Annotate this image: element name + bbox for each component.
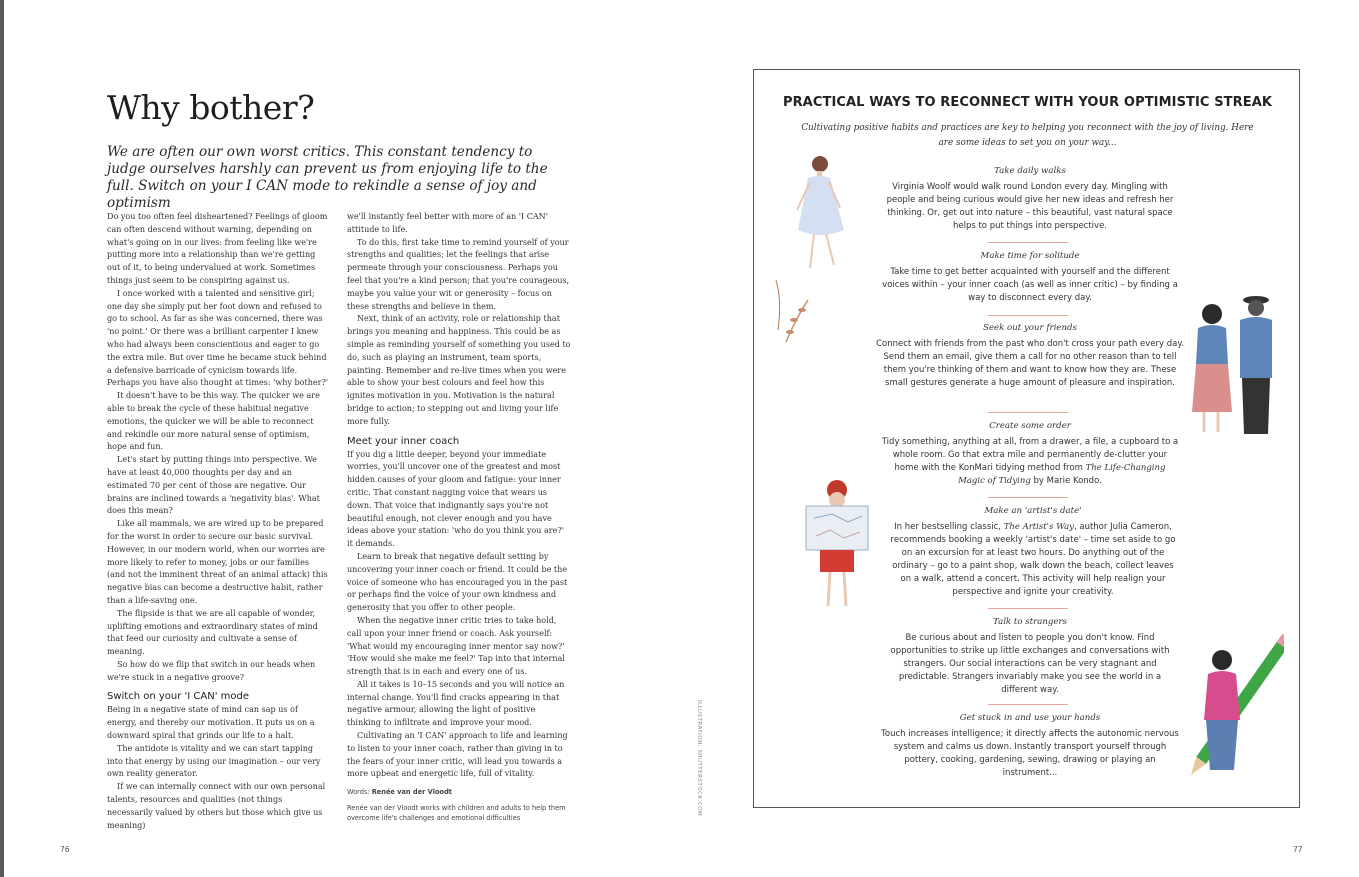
box-title: PRACTICAL WAYS TO RECONNECT WITH YOUR OPTIMISTIC STREAK (782, 95, 1273, 110)
tip-item (888, 505, 1178, 599)
tip-item (880, 420, 1180, 488)
tip-item (880, 250, 1180, 305)
book-title: The Life-Changing Magic of Tidying (958, 463, 1166, 486)
author-credit (347, 787, 571, 797)
article-standfirst: We are often our own worst critics. This constant tendency to judge ourselves harshly can prevent us from enjoying life to the full. Switch on your I CAN mode to rekindle a sense of joy and optimism (107, 144, 548, 211)
box-intro: Cultivating positive habits and practices are key to helping you reconnect with the joy of living. Here are some ideas to set you on your way... (801, 123, 1254, 148)
map-reader-illustration (802, 478, 872, 618)
pencil-girl-illustration (1174, 620, 1284, 800)
magazine-spread (4, 0, 1359, 877)
words-label: Words: (347, 788, 372, 797)
paragraph: we'll instantly feel better with more of an 'I CAN' attitude to life. (347, 212, 548, 234)
paragraph: Being in a negative state of mind can sap us of energy, and thereby our motivation. It puts us on a downward spiral that grinds our life to a halt. (107, 705, 315, 741)
section-heading-coach: Meet your inner coach (347, 435, 460, 447)
paragraph: Like all mammals, we are wired up to be prepared for the worst in order to secure our basic survival. However, in our modern world, when our worries are more likely to refer to money, jobs or our families (and not the imminent threat of an animal attack) this negative bias can become a destructive habit, rather than a life-saving one. (107, 519, 328, 605)
paragraph: Let's start by putting things into perspective. We have at least 40,000 thoughts per day and an estimated 70 per cent of those are negative. Our brains are inclined towards a 'negativity bias'. What does this mean? (107, 455, 320, 516)
tip-heading: Make time for solitude (980, 251, 1080, 261)
tip-body: Touch increases intelligence; it directly affects the autonomic nervous system and calms us down. Instantly transport yourself through pottery, cooking, gardening, sewing, drawing or playing an instrument... (881, 729, 1179, 778)
tips-box (753, 69, 1300, 808)
paragraph: When the negative inner critic tries to take hold, call upon your inner friend or coach. Ask yourself: 'What would my encouraging inner mentor say now?' 'How would she make me feel?' Tap into that internal strength that is in each and every one of us. (347, 615, 565, 677)
divider (988, 242, 1068, 243)
tip-body: In her bestselling classic, The Artist's Way, author Julia Cameron, recommends booking a weekly 'artist's date' – time set aside to go on an excursion for at least two hours. Do anything out of the ordinary – go to a paint shop, walk down the beach, collect leaves on a walk, attend a concert. This activity will help realign your perspective and ignite your creativity. (890, 522, 1176, 597)
tip-heading: Talk to strangers (993, 617, 1067, 627)
article-column-2 (347, 211, 571, 823)
author-name: Renée van der Vloodt (371, 788, 452, 797)
page-number-right: 77 (1293, 845, 1303, 854)
tip-item (880, 712, 1180, 780)
tip-heading: Get stuck in and use your hands (959, 713, 1101, 723)
tip-item (872, 322, 1188, 390)
tip-body: Tidy something, anything at all, from a drawer, a file, a cupboard to a whole room. Go that extra mile and permanently de-clutter your home with the KonMari tidying method from The Life-Changing Magic of Tidying by Marie Kondo. (881, 437, 1179, 486)
tip-body: Take time to get better acquainted with yourself and the different voices within – your inner coach (as well as inner critic) – by finding a way to disconnect every day. (882, 267, 1178, 303)
author-bio: Renée van der Vloodt works with children and adults to help them overcome life's challenges and emotional difficulties (347, 804, 566, 822)
paragraph: I once worked with a talented and sensitive girl; one day she simply put her foot down and refused to go to school. As far as she was concerned, there was 'no point.' Or there was a brilliant carpenter I knew who had always been conscientious and eager to go the extra mile. But over time he became stuck behind a defensive barricade of cynicism towards life. Perhaps you have also thought at times: 'why bother?' (107, 288, 329, 388)
walking-woman-illustration (772, 150, 862, 350)
book-title: The Artist's Way (1003, 522, 1074, 532)
paragraph: All it takes is 10–15 seconds and you will notice an internal change. You'll find cracks appearing in that negative armour, allowing the light of positive thinking to infiltrate and improve your mood. (347, 679, 565, 728)
illustration-credit: ILLUSTRATION: SHUTTERSTOCK.COM (696, 700, 702, 817)
friends-illustration (1186, 294, 1286, 444)
divider (988, 315, 1068, 316)
paragraph: If we can internally connect with our own personal talents, resources and qualities (not things necessarily valued by others but those which give us meaning) (107, 782, 326, 830)
tip-heading: Make an 'artist's date' (984, 506, 1082, 516)
tip-heading: Create some order (989, 421, 1071, 431)
paragraph: The antidote is vitality and we can start tapping into that energy by using our imagination – our very own reality generator. (107, 743, 321, 779)
divider (988, 497, 1068, 498)
paragraph: Cultivating an 'I CAN' approach to life and learning to listen to your inner coach, rather than giving in to the fears of your inner critic, will lead you towards a more upbeat and energetic life, full of vitality. (347, 731, 568, 779)
tip-heading: Seek out your friends (983, 323, 1077, 333)
paragraph: Learn to break that negative default setting by uncovering your inner coach or friend. It could be the voice of someone who has encouraged you in the past or perhaps find the voice of your own kindness and generosity that you offer to other people. (347, 551, 568, 613)
article-title: Why bother? (107, 88, 315, 127)
tip-body: Connect with friends from the past who don't cross your path every day. Send them an email, give them a call for no other reason than to tell them you're thinking of them and want to know how they are. These small gestures generate a huge amount of pleasure and inspiration. (876, 339, 1184, 388)
divider (988, 412, 1068, 413)
tip-body: Be curious about and listen to people you don't know. Find opportunities to strike up little exchanges and conversations with strangers. Our social interactions can be very stagnant and predictable. Strangers invariably make you see the world in a different way. (890, 633, 1170, 695)
page-number-left: 76 (60, 845, 70, 854)
paragraph: The flipside is that we are all capable of wonder, uplifting emotions and extraordinary states of mind that feed our curiosity and cultivate a sense of meaning. (107, 608, 318, 657)
paragraph: Next, think of an activity, role or relationship that brings you meaning and happiness. This could be as simple as reminding yourself of something you used to do, such as playing an instrument, team sports, painting. Remember and re-live times when you were able to show your best colours and feel how this ignites motivation in you. Motivation is the natural bridge to action; to stepping out and living your life more fully. (347, 314, 571, 426)
tip-item (880, 165, 1180, 233)
paragraph: Do you too often feel disheartened? Feelings of gloom can often descend without warning, depending on what's going on in our lives: from feeling like we're putting more into a relationship than we're getting out of it, to being undervalued at work. Sometimes things just seem to be conspiring against us. (107, 212, 328, 285)
tip-heading: Take daily walks (994, 166, 1066, 176)
paragraph: It doesn't have to be this way. The quicker we are able to break the cycle of these habitual negative emotions, the quicker we will be able to reconnect and rekindle our more natural sense of optimism, hope and fun. (107, 391, 320, 452)
article-column-1 (107, 211, 329, 832)
tip-body: Virginia Woolf would walk round London every day. Mingling with people and being curious would give her new ideas and refresh her thinking. Or, get out into nature – this beautiful, vast natural space helps to put things into perspective. (886, 182, 1174, 231)
divider (988, 704, 1068, 705)
paragraph: To do this, first take time to remind yourself of your strengths and qualities; let the feelings that arise permeate through your consciousness. Perhaps you feel that you're a kind person; that you're courageous, maybe you value your wit or generosity – focus on these strengths and believe in them. (347, 237, 570, 311)
tip-item (880, 616, 1180, 697)
paragraph: So how do we flip that switch in our heads when we're stuck in a negative groove? (107, 659, 316, 682)
section-heading-switch: Switch on your 'I CAN' mode (107, 691, 250, 703)
divider (988, 608, 1068, 609)
paragraph: If you dig a little deeper, beyond your immediate worries, you'll uncover one of the greatest and most hidden causes of your gloom and fatigue: your inner critic. That constant nagging voice that wears us down. That voice that indignantly says you're not beautiful enough, not clever enough and you have ideas above your station: 'who do you think you are?' it demands. (347, 449, 564, 549)
